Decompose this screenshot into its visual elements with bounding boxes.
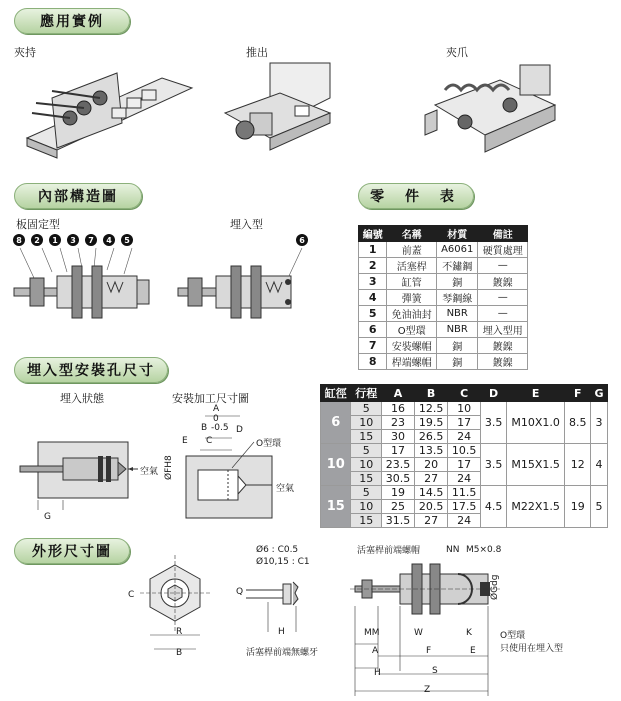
parts-table-cell: 7 xyxy=(359,338,387,354)
dim-header-cell: A xyxy=(381,385,414,402)
dim-table-cell: 10 xyxy=(448,402,481,416)
application-label-gripper: 夾爪 xyxy=(446,46,468,59)
parts-table-cell: 免油油封 xyxy=(387,306,437,322)
dim-header-cell: D xyxy=(481,385,507,402)
plate-mount-cross-section xyxy=(12,248,162,328)
outline-mm-label: MM xyxy=(364,628,380,638)
dim-table-cell: 10 xyxy=(351,500,381,514)
parts-table-cell: 鍍鎳 xyxy=(478,274,528,290)
rod-nut-label: 活塞桿前端螺帽 xyxy=(357,546,421,556)
outline-w-label: W xyxy=(414,628,423,638)
parts-table-cell: 銅 xyxy=(437,338,478,354)
outline-a-label: A xyxy=(372,646,379,656)
dim-table-cell: 27 xyxy=(415,514,448,528)
parts-table-row xyxy=(359,338,528,354)
chamfer-label-10-15: Ø10,15 : C1 xyxy=(256,557,310,567)
dim-table-cell: 11.5 xyxy=(448,486,481,500)
dim-g-cell: 3 xyxy=(591,402,608,444)
parts-table-cell: NBR xyxy=(437,322,478,338)
dim-header-cell: 缸徑 xyxy=(321,385,351,402)
parts-table-cell: 銅 xyxy=(437,274,478,290)
dim-table-cell: 10.5 xyxy=(448,444,481,458)
dim-table-cell: 5 xyxy=(351,444,381,458)
part-badge: 7 xyxy=(85,234,97,246)
machining-dimension-label: 安裝加工尺寸圖 xyxy=(172,392,249,405)
dim-tol-bottom: -0.5 xyxy=(211,423,229,433)
parts-table-cell: 缸管 xyxy=(387,274,437,290)
dim-table-cell: 5 xyxy=(351,486,381,500)
plate-mount-label: 板固定型 xyxy=(16,218,60,231)
dim-table-cell: 25 xyxy=(381,500,414,514)
parts-header-cell: 編號 xyxy=(359,226,387,242)
dim-table-cell: 23 xyxy=(381,416,414,430)
dim-table-cell: 5 xyxy=(351,402,381,416)
no-thread-label: 活塞桿前端無螺牙 xyxy=(246,648,319,658)
bore-cell: 15 xyxy=(321,486,351,528)
outline-m5-label: M5×0.8 xyxy=(466,545,502,555)
dim-table-cell: 31.5 xyxy=(381,514,414,528)
parts-table-cell: 硬質處理 xyxy=(478,242,528,258)
dim-table-cell: 26.5 xyxy=(415,430,448,444)
dim-e-label: E xyxy=(182,436,188,446)
dim-header-cell: F xyxy=(565,385,591,402)
outline-e-label: E xyxy=(470,646,476,656)
parts-table-cell: 4 xyxy=(359,290,387,306)
dim-table-row xyxy=(321,402,608,416)
dim-table-cell: 23.5 xyxy=(381,458,414,472)
dim-table-cell: 20.5 xyxy=(415,500,448,514)
dim-e-cell: M22X1.5 xyxy=(506,486,564,528)
oring-label-mount: O型環 xyxy=(256,439,282,449)
outline-s-label: S xyxy=(432,666,438,676)
parts-header-cell: 備註 xyxy=(478,226,528,242)
parts-table-cell: 鍍鎳 xyxy=(478,354,528,370)
outline-z-label: Z xyxy=(424,685,431,695)
dim-table-cell: 24 xyxy=(448,472,481,486)
dim-f-cell: 8.5 xyxy=(565,402,591,444)
dim-table-cell: 19.5 xyxy=(415,416,448,430)
part-badge: 4 xyxy=(103,234,115,246)
dim-table-cell: 15 xyxy=(351,430,381,444)
outline-h-label-side: H xyxy=(374,668,381,678)
part-badge: 3 xyxy=(67,234,79,246)
dim-d-label: D xyxy=(236,425,243,435)
dim-table-cell: 27 xyxy=(415,472,448,486)
parts-table-cell: 銅 xyxy=(437,354,478,370)
dim-table-cell: 10 xyxy=(351,416,381,430)
dim-table-cell: 16 xyxy=(381,402,414,416)
dim-table-cell: 10 xyxy=(351,458,381,472)
parts-table-cell: NBR xyxy=(437,306,478,322)
parts-table-cell: 活塞桿 xyxy=(387,258,437,274)
parts-table-cell: — xyxy=(478,258,528,274)
section-mounting-header: 埋入型安裝孔尺寸 xyxy=(14,357,168,383)
dim-g-label: G xyxy=(44,512,51,522)
dim-header-cell: C xyxy=(448,385,481,402)
parts-table-cell: 5 xyxy=(359,306,387,322)
parts-table-cell: 琴鋼線 xyxy=(437,290,478,306)
dim-header-cell: 行程 xyxy=(351,385,381,402)
dim-header-cell: G xyxy=(591,385,608,402)
dim-table-cell: 17 xyxy=(448,416,481,430)
dim-fh8-label: ØFH8 xyxy=(164,455,174,480)
parts-table-row xyxy=(359,242,528,258)
dim-f-cell: 19 xyxy=(565,486,591,528)
dim-g-cell: 5 xyxy=(591,486,608,528)
parts-table-header-row xyxy=(359,226,528,242)
section-outline-header: 外形尺寸圖 xyxy=(14,538,130,564)
parts-table-row xyxy=(359,322,528,338)
dim-a-label: A xyxy=(213,404,220,414)
side-view-drawing xyxy=(350,556,500,696)
parts-table-cell: 8 xyxy=(359,354,387,370)
dim-table-row xyxy=(321,486,608,500)
outline-h-label-rod: H xyxy=(278,627,285,637)
section-application-header: 應用實例 xyxy=(14,8,130,34)
embed-only-label: 只使用在埋入型 xyxy=(500,644,564,654)
outline-c-label: C xyxy=(128,590,135,600)
outline-k-label: K xyxy=(466,628,472,638)
dim-table-cell: 30 xyxy=(381,430,414,444)
embedded-state-drawing xyxy=(18,440,158,510)
dim-table-cell: 15 xyxy=(351,472,381,486)
clamp-illustration xyxy=(22,58,197,168)
section-parts-header: 零 件 表 xyxy=(358,183,474,209)
parts-table-cell: 1 xyxy=(359,242,387,258)
part-badge: 6 xyxy=(296,234,308,246)
parts-table xyxy=(358,225,528,370)
dim-table-cell: 19 xyxy=(381,486,414,500)
parts-table-cell: 6 xyxy=(359,322,387,338)
parts-table-cell: 2 xyxy=(359,258,387,274)
parts-table-cell: 安裝螺帽 xyxy=(387,338,437,354)
parts-table-cell: 不鏽鋼 xyxy=(437,258,478,274)
parts-table-cell: O型環 xyxy=(387,322,437,338)
dim-tol-top: 0 xyxy=(213,414,219,424)
outline-f-label: F xyxy=(426,646,432,656)
dim-e-cell: M15X1.5 xyxy=(506,444,564,486)
parts-table-cell: A6061 xyxy=(437,242,478,258)
air-label-right: 空氣 xyxy=(276,484,295,494)
dim-table-cell: 15 xyxy=(351,514,381,528)
dim-f-cell: 12 xyxy=(565,444,591,486)
outline-gdg-label: ØGdg xyxy=(490,574,500,600)
application-label-clamp: 夾持 xyxy=(14,46,36,59)
parts-table-cell: 前蓋 xyxy=(387,242,437,258)
dim-table-cell: 13.5 xyxy=(415,444,448,458)
oring-label-outline: O型環 xyxy=(500,631,526,641)
bore-cell: 10 xyxy=(321,444,351,486)
parts-table-cell: 鍍鎳 xyxy=(478,338,528,354)
dim-table-row xyxy=(321,444,608,458)
parts-table-cell: 埋入型用 xyxy=(478,322,528,338)
outline-b-label: B xyxy=(176,648,183,658)
push-illustration xyxy=(220,58,335,153)
air-label-left: 空氣 xyxy=(140,467,159,477)
dim-d-cell: 3.5 xyxy=(481,444,507,486)
parts-table-cell: — xyxy=(478,306,528,322)
dim-table-cell: 24 xyxy=(448,430,481,444)
parts-table-cell: 彈簧 xyxy=(387,290,437,306)
outline-nn-label: NN xyxy=(446,545,460,555)
dim-table-header-row xyxy=(321,385,608,402)
embed-type-label: 埋入型 xyxy=(230,218,263,231)
parts-table-cell: 3 xyxy=(359,274,387,290)
parts-table-row xyxy=(359,306,528,322)
dim-g-cell: 4 xyxy=(591,444,608,486)
section-structure-header: 內部構造圖 xyxy=(14,183,142,209)
outline-q-label: Q xyxy=(236,587,244,597)
part-badge: 2 xyxy=(31,234,43,246)
parts-table-row xyxy=(359,354,528,370)
parts-table-row xyxy=(359,290,528,306)
parts-header-cell: 名稱 xyxy=(387,226,437,242)
rod-end-drawing xyxy=(238,572,308,632)
part-badge: 8 xyxy=(13,234,25,246)
embedded-state-label: 埋入狀態 xyxy=(60,392,104,405)
dim-table-cell: 30.5 xyxy=(381,472,414,486)
front-view-drawing xyxy=(140,555,210,650)
parts-table-cell: — xyxy=(478,290,528,306)
dim-d-cell: 4.5 xyxy=(481,486,507,528)
dim-table-cell: 12.5 xyxy=(415,402,448,416)
parts-header-cell: 材質 xyxy=(437,226,478,242)
chamfer-label-6: Ø6 : C0.5 xyxy=(256,545,299,555)
parts-table-row xyxy=(359,274,528,290)
dim-table-cell: 17 xyxy=(448,458,481,472)
dim-table-cell: 24 xyxy=(448,514,481,528)
dim-table-cell: 17.5 xyxy=(448,500,481,514)
part-badge: 5 xyxy=(121,234,133,246)
dim-e-cell: M10X1.0 xyxy=(506,402,564,444)
outline-r-label: R xyxy=(176,627,183,637)
dim-d-cell: 3.5 xyxy=(481,402,507,444)
parts-table-row xyxy=(359,258,528,274)
dim-b-label: B xyxy=(201,423,208,433)
bore-cell: 6 xyxy=(321,402,351,444)
embed-type-cross-section xyxy=(176,248,306,328)
dim-table-cell: 17 xyxy=(381,444,414,458)
mounting-dimension-table xyxy=(320,384,608,528)
dim-table-cell: 20 xyxy=(415,458,448,472)
dim-header-cell: B xyxy=(415,385,448,402)
dim-table-cell: 14.5 xyxy=(415,486,448,500)
application-label-push: 推出 xyxy=(246,46,268,59)
machining-drawing xyxy=(180,410,290,520)
gripper-illustration xyxy=(425,60,560,160)
dim-header-cell: E xyxy=(506,385,564,402)
part-badge: 1 xyxy=(49,234,61,246)
dim-c-label: C xyxy=(206,436,213,446)
parts-table-cell: 桿端螺帽 xyxy=(387,354,437,370)
